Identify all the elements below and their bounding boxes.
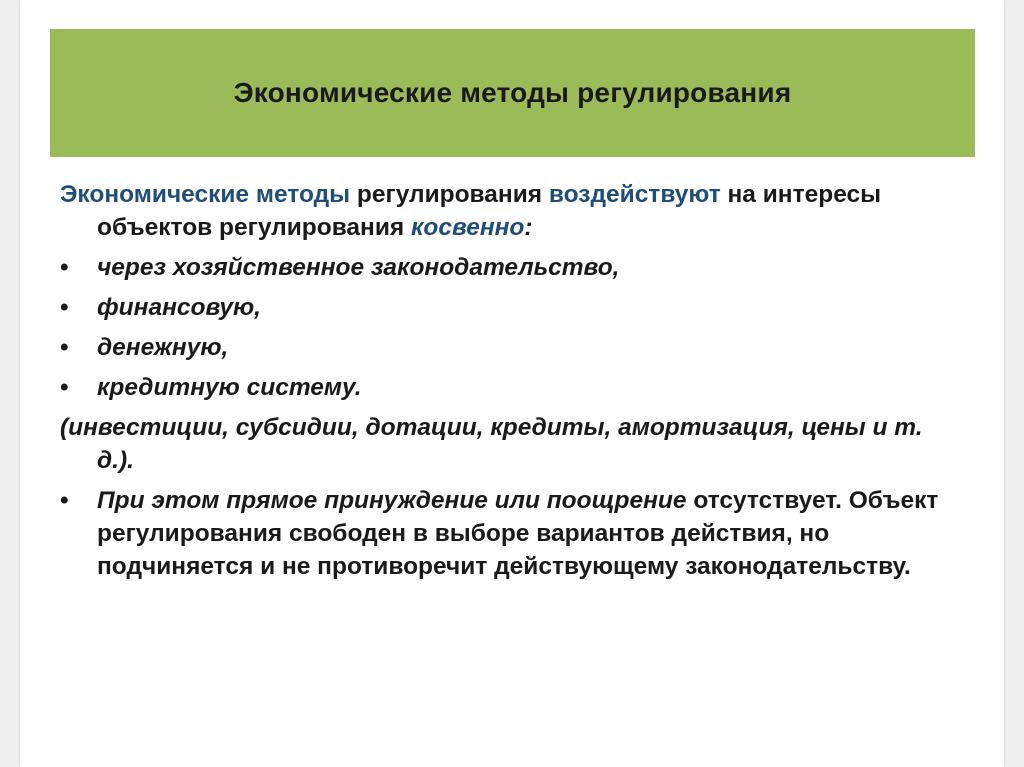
intro-text-interests: на интересы объектов регулирования (97, 181, 882, 241)
slide-content (60, 178, 960, 590)
bullet-marker: • (60, 334, 69, 361)
bullet-text: через хозяйственное законодательство, (97, 254, 620, 281)
bullet-list (60, 251, 960, 404)
intro-text-regulation: регулирования (350, 181, 549, 208)
final-bullet-item (60, 484, 960, 583)
bullet-item (60, 291, 960, 324)
bullet-item (60, 371, 960, 404)
parenthetical-paragraph: (инвестиции, субсидии, дотации, кредиты, амортизация, цены и т. д.). (60, 414, 923, 474)
final-bullet-text: отсутствует. Объект регулирования свободен в выборе вариантов действия, но подчиняется и не противоречит действующему законодательству. (97, 487, 939, 580)
bullet-marker: • (60, 374, 69, 401)
slide (20, 0, 1004, 767)
title-bar (50, 29, 975, 157)
intro-highlight-indirectly: косвенно (411, 214, 525, 241)
bullet-text: денежную, (97, 334, 229, 361)
final-bullet-list (60, 484, 960, 583)
bullet-text: кредитную систему. (97, 374, 362, 401)
intro-colon: : (524, 214, 533, 241)
intro-highlight-affect: воздействуют (548, 181, 721, 208)
bullet-text: финансовую, (97, 294, 261, 321)
intro-paragraph (60, 178, 960, 244)
bullet-item (60, 251, 960, 284)
slide-title: Экономические методы регулирования (233, 77, 792, 108)
bullet-item (60, 331, 960, 364)
intro-highlight-methods: Экономические методы (60, 181, 351, 208)
final-bullet-italic: При этом прямое принуждение или поощрение (97, 487, 687, 514)
bullet-marker: • (60, 294, 69, 321)
bullet-marker: • (60, 254, 69, 281)
bullet-marker: • (60, 487, 69, 514)
